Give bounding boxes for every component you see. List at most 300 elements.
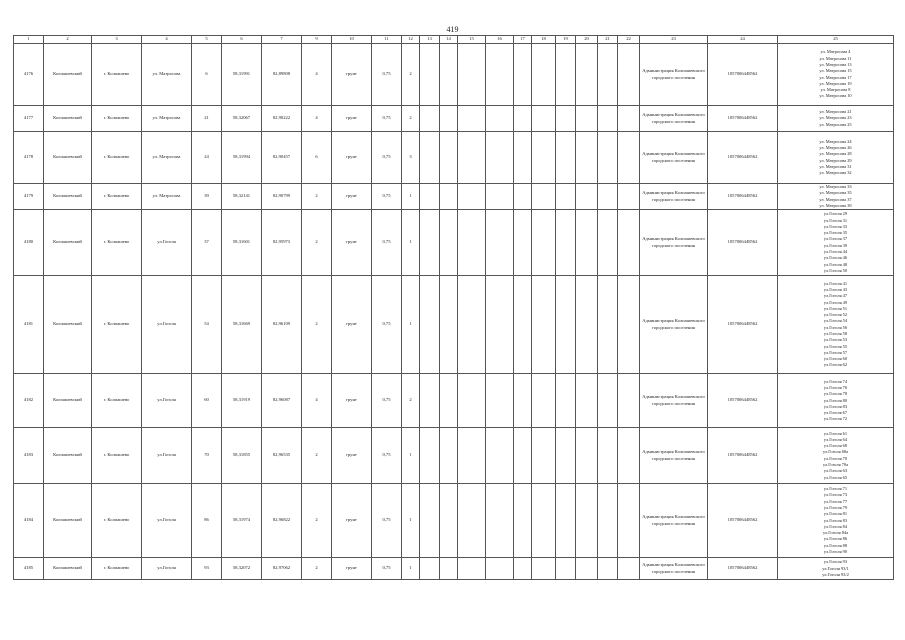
cell-empty xyxy=(576,276,598,374)
table-row xyxy=(14,276,894,374)
cell-locality: г. Колпашево xyxy=(92,428,142,484)
cell-house: 39 xyxy=(192,184,222,210)
cell-empty xyxy=(440,374,458,428)
address-line: ул.Гоголя 47 xyxy=(823,293,848,299)
cell-house: 93 xyxy=(192,558,222,580)
cell-empty xyxy=(576,44,598,106)
cell-empty xyxy=(618,558,640,580)
column-number-header: 20 xyxy=(576,36,598,44)
cell-empty xyxy=(420,44,440,106)
address-line: ул.Гоголя 61 xyxy=(823,430,848,436)
cell-empty xyxy=(556,106,576,132)
column-number-header: 11 xyxy=(372,36,402,44)
address-line: ул.Гоголя 67 xyxy=(823,410,848,416)
cell-street: ул.Гоголя xyxy=(142,428,192,484)
cell-count: 4 xyxy=(302,374,332,428)
address-line: ул. Матросова 19 xyxy=(819,80,852,86)
cell-ogrn: 1057006448562 xyxy=(708,428,778,484)
table-row xyxy=(14,484,894,558)
cell-empty xyxy=(440,558,458,580)
cell-empty xyxy=(486,132,514,184)
cell-empty xyxy=(576,374,598,428)
cell-empty xyxy=(598,374,618,428)
cell-house: 60 xyxy=(192,374,222,428)
cell-owner: Администрация Колпашевского городского поселения xyxy=(640,428,708,484)
cell-empty xyxy=(458,484,486,558)
cell-empty xyxy=(440,428,458,484)
cell-empty xyxy=(514,428,532,484)
address-line: ул.Гоголя 46 xyxy=(823,255,848,261)
cell-count: 6 xyxy=(302,132,332,184)
column-number-header: 7 xyxy=(262,36,302,44)
cell-ogrn: 1057006448562 xyxy=(708,484,778,558)
cell-owner: Администрация Колпашевского городского поселения xyxy=(640,484,708,558)
cell-house: 24 xyxy=(192,132,222,184)
cell-empty xyxy=(618,428,640,484)
address-line: ул.Гоголя 84 xyxy=(823,523,848,529)
address-line: ул.Гоголя 78 xyxy=(823,391,848,397)
cell-count: 2 xyxy=(302,484,332,558)
cell-empty xyxy=(618,44,640,106)
cell-district: Колпашевский xyxy=(44,276,92,374)
cell-surface: грунт xyxy=(332,484,372,558)
cell-empty xyxy=(532,484,556,558)
cell-count: 4 xyxy=(302,44,332,106)
cell-volume: 0,75 xyxy=(372,132,402,184)
cell-served-addresses xyxy=(778,106,894,132)
cell-surface: грунт xyxy=(332,558,372,580)
cell-served-addresses xyxy=(778,484,894,558)
cell-street: ул.Гоголя xyxy=(142,558,192,580)
cell-volume: 0,75 xyxy=(372,484,402,558)
column-number-header: 24 xyxy=(708,36,778,44)
cell-owner: Администрация Колпашевского городского поселения xyxy=(640,374,708,428)
cell-empty xyxy=(514,106,532,132)
cell-surface: грунт xyxy=(332,132,372,184)
cell-district: Колпашевский xyxy=(44,106,92,132)
cell-surface: грунт xyxy=(332,44,372,106)
address-line: ул.Гоголя 64 xyxy=(823,436,848,442)
cell-volume: 0,75 xyxy=(372,558,402,580)
cell-empty xyxy=(420,106,440,132)
cell-volume: 0,75 xyxy=(372,210,402,276)
cell-empty xyxy=(486,374,514,428)
cell-volume: 0,75 xyxy=(372,374,402,428)
address-line: ул. Матросова 11 xyxy=(819,55,852,61)
cell-lon: 82,90457 xyxy=(262,132,302,184)
cell-house: 21 xyxy=(192,106,222,132)
cell-district: Колпашевский xyxy=(44,484,92,558)
column-number-header: 10 xyxy=(332,36,372,44)
column-number-header: 4 xyxy=(142,36,192,44)
cell-empty xyxy=(598,276,618,374)
address-line: ул.Гоголя 80 xyxy=(823,397,848,403)
cell-containers: 1 xyxy=(402,184,420,210)
cell-house: 86 xyxy=(192,484,222,558)
column-number-header: 14 xyxy=(440,36,458,44)
cell-lon: 82,95973 xyxy=(262,210,302,276)
cell-empty xyxy=(618,374,640,428)
cell-lon: 82,97062 xyxy=(262,558,302,580)
cell-id: 4182 xyxy=(14,374,44,428)
cell-ogrn: 1057006448562 xyxy=(708,44,778,106)
cell-empty xyxy=(440,276,458,374)
cell-served-addresses xyxy=(778,558,894,580)
cell-containers: 1 xyxy=(402,558,420,580)
cell-empty xyxy=(514,210,532,276)
cell-empty xyxy=(458,428,486,484)
cell-empty xyxy=(514,184,532,210)
cell-empty xyxy=(618,276,640,374)
cell-empty xyxy=(556,558,576,580)
address-line: ул.Гоголя 93/2 xyxy=(822,571,849,577)
cell-empty xyxy=(514,132,532,184)
address-line: ул.Гоголя 29 xyxy=(823,211,848,217)
cell-empty xyxy=(598,132,618,184)
address-line: ул.Гоголя 43 xyxy=(823,286,848,292)
address-line: ул.Гоголя 62 xyxy=(823,362,848,368)
cell-empty xyxy=(458,276,486,374)
cell-lat: 58,31855 xyxy=(222,428,262,484)
column-number-header: 16 xyxy=(486,36,514,44)
cell-house: 37 xyxy=(192,210,222,276)
cell-lat: 58,32072 xyxy=(222,558,262,580)
cell-owner: Администрация Колпашевского городского поселения xyxy=(640,132,708,184)
cell-empty xyxy=(514,44,532,106)
address-line: ул.Гоголя 44 xyxy=(823,248,848,254)
table-body xyxy=(14,44,894,580)
address-line: ул.Гоголя 88 xyxy=(823,542,848,548)
cell-empty xyxy=(420,210,440,276)
cell-volume: 0,75 xyxy=(372,106,402,132)
address-line: ул.Гоголя 57 xyxy=(823,349,848,355)
cell-empty xyxy=(440,184,458,210)
cell-lat: 58,32141 xyxy=(222,184,262,210)
cell-street: ул.Гоголя xyxy=(142,484,192,558)
address-line: ул.Гоголя 83 xyxy=(823,403,848,409)
cell-street: ул. Матросова xyxy=(142,44,192,106)
cell-empty xyxy=(532,276,556,374)
cell-empty xyxy=(618,484,640,558)
cell-surface: грунт xyxy=(332,106,372,132)
table-row xyxy=(14,558,894,580)
cell-owner: Администрация Колпашевского городского поселения xyxy=(640,44,708,106)
cell-volume: 0,75 xyxy=(372,184,402,210)
cell-volume: 0,75 xyxy=(372,276,402,374)
cell-empty xyxy=(532,184,556,210)
cell-id: 4184 xyxy=(14,484,44,558)
cell-empty xyxy=(532,558,556,580)
cell-containers: 2 xyxy=(402,44,420,106)
address-line: ул. Матросова 28 xyxy=(819,151,852,157)
address-line: ул.Гоголя 52 xyxy=(823,312,848,318)
cell-ogrn: 1057006448562 xyxy=(708,132,778,184)
address-line: ул. Матросова 33 xyxy=(819,184,852,189)
address-line: ул.Гоголя 35 xyxy=(823,230,848,236)
cell-empty xyxy=(440,44,458,106)
address-line: ул.Гоголя 70а xyxy=(822,461,849,467)
cell-locality: г. Колпашево xyxy=(92,276,142,374)
address-line: ул.Гоголя 93 xyxy=(823,559,848,565)
table-row xyxy=(14,132,894,184)
column-number-header: 12 xyxy=(402,36,420,44)
column-number-header: 25 xyxy=(778,36,894,44)
address-line: ул. Матросова 17 xyxy=(819,74,852,80)
cell-empty xyxy=(458,374,486,428)
cell-house: 54 xyxy=(192,276,222,374)
address-line: ул. Матросова 35 xyxy=(819,190,852,196)
cell-locality: г. Колпашево xyxy=(92,374,142,428)
address-line: ул. Матросова 32 xyxy=(819,170,852,176)
cell-empty xyxy=(532,210,556,276)
cell-district: Колпашевский xyxy=(44,428,92,484)
cell-empty xyxy=(618,132,640,184)
address-line: ул.Гоголя 84а xyxy=(822,530,849,536)
address-line: ул.Гоголя 54 xyxy=(823,318,848,324)
cell-empty xyxy=(420,558,440,580)
cell-volume: 0,75 xyxy=(372,44,402,106)
cell-empty xyxy=(486,210,514,276)
address-line: ул.Гоголя 37 xyxy=(823,236,848,242)
cell-district: Колпашевский xyxy=(44,558,92,580)
cell-locality: г. Колпашево xyxy=(92,132,142,184)
address-line: ул.Гоголя 73 xyxy=(823,492,848,498)
cell-id: 4185 xyxy=(14,558,44,580)
cell-locality: г. Колпашево xyxy=(92,210,142,276)
cell-empty xyxy=(486,428,514,484)
cell-empty xyxy=(556,184,576,210)
cell-house: 70 xyxy=(192,428,222,484)
cell-id: 4177 xyxy=(14,106,44,132)
address-line: ул.Гоголя 51 xyxy=(823,305,848,311)
cell-id: 4178 xyxy=(14,132,44,184)
cell-volume: 0,75 xyxy=(372,428,402,484)
address-line: ул.Гоголя 31 xyxy=(823,217,848,223)
cell-empty xyxy=(598,184,618,210)
cell-empty xyxy=(576,558,598,580)
address-line: ул.Гоголя 76 xyxy=(823,384,848,390)
cell-served-addresses xyxy=(778,184,894,210)
cell-empty xyxy=(486,276,514,374)
cell-empty xyxy=(440,210,458,276)
cell-empty xyxy=(556,210,576,276)
address-line: ул.Гоголя 68 xyxy=(823,443,848,449)
cell-lon: 82,96822 xyxy=(262,484,302,558)
cell-surface: грунт xyxy=(332,374,372,428)
address-line: ул.Гоголя 53 xyxy=(823,337,848,343)
address-line: ул.Гоголя 56 xyxy=(823,324,848,330)
cell-district: Колпашевский xyxy=(44,44,92,106)
table-row xyxy=(14,428,894,484)
cell-empty xyxy=(532,44,556,106)
cell-owner: Администрация Колпашевского городского поселения xyxy=(640,184,708,210)
cell-empty xyxy=(532,428,556,484)
cell-empty xyxy=(532,374,556,428)
cell-district: Колпашевский xyxy=(44,132,92,184)
address-line: ул.Гоголя 83 xyxy=(823,517,848,523)
cell-owner: Администрация Колпашевского городского поселения xyxy=(640,106,708,132)
address-line: ул.Гоголя 79 xyxy=(823,504,848,510)
cell-count: 2 xyxy=(302,428,332,484)
address-line: ул.Гоголя 48 xyxy=(823,261,848,267)
cell-served-addresses xyxy=(778,132,894,184)
cell-empty xyxy=(598,484,618,558)
cell-id: 4181 xyxy=(14,276,44,374)
cell-surface: грунт xyxy=(332,184,372,210)
cell-lon: 82,89808 xyxy=(262,44,302,106)
address-line: ул. Матросова 21 xyxy=(819,109,852,115)
cell-empty xyxy=(420,374,440,428)
address-line: ул.Гоголя 39 xyxy=(823,242,848,248)
cell-empty xyxy=(618,184,640,210)
cell-surface: грунт xyxy=(332,428,372,484)
column-number-header: 3 xyxy=(92,36,142,44)
cell-empty xyxy=(440,484,458,558)
cell-empty xyxy=(486,558,514,580)
cell-empty xyxy=(514,374,532,428)
registry-table xyxy=(13,35,894,580)
cell-surface: грунт xyxy=(332,276,372,374)
address-line: ул. Матросова 25 xyxy=(819,121,852,127)
column-number-header: 5 xyxy=(192,36,222,44)
cell-containers: 2 xyxy=(402,106,420,132)
cell-locality: г. Колпашево xyxy=(92,558,142,580)
cell-locality: г. Колпашево xyxy=(92,44,142,106)
cell-lat: 58,31991 xyxy=(222,44,262,106)
cell-empty xyxy=(556,374,576,428)
cell-empty xyxy=(420,428,440,484)
cell-ogrn: 1057006448562 xyxy=(708,374,778,428)
column-number-header: 17 xyxy=(514,36,532,44)
cell-district: Колпашевский xyxy=(44,374,92,428)
cell-empty xyxy=(556,428,576,484)
cell-district: Колпашевский xyxy=(44,210,92,276)
cell-empty xyxy=(514,484,532,558)
cell-containers: 2 xyxy=(402,374,420,428)
cell-count: 2 xyxy=(302,558,332,580)
cell-lat: 58,31669 xyxy=(222,276,262,374)
cell-empty xyxy=(532,106,556,132)
address-line: ул. Матросова 31 xyxy=(819,163,852,169)
address-line: ул.Гоголя 86 xyxy=(823,536,848,542)
table-row xyxy=(14,210,894,276)
cell-lon: 82,96535 xyxy=(262,428,302,484)
cell-empty xyxy=(598,44,618,106)
cell-street: ул.Гоголя xyxy=(142,210,192,276)
address-line: ул.Гоголя 49 xyxy=(823,299,848,305)
cell-lat: 58,31601 xyxy=(222,210,262,276)
column-number-header: 18 xyxy=(532,36,556,44)
cell-id: 4180 xyxy=(14,210,44,276)
cell-served-addresses xyxy=(778,44,894,106)
cell-containers: 1 xyxy=(402,484,420,558)
cell-empty xyxy=(486,484,514,558)
cell-district: Колпашевский xyxy=(44,184,92,210)
cell-empty xyxy=(486,44,514,106)
address-line: ул.Гоголя 74 xyxy=(823,378,848,384)
cell-street: ул.Гоголя xyxy=(142,374,192,428)
cell-containers: 1 xyxy=(402,428,420,484)
address-line: ул.Гоголя 71 xyxy=(823,486,848,492)
cell-empty xyxy=(420,184,440,210)
address-line: ул.Гоголя 90 xyxy=(823,549,848,555)
cell-empty xyxy=(458,132,486,184)
address-line: ул. Матросова 10 xyxy=(819,93,852,99)
column-number-header: 6 xyxy=(222,36,262,44)
cell-empty xyxy=(458,558,486,580)
cell-street: ул. Матросова xyxy=(142,106,192,132)
cell-empty xyxy=(440,106,458,132)
cell-empty xyxy=(598,428,618,484)
address-line: ул.Гоголя 50 xyxy=(823,267,848,273)
cell-containers: 3 xyxy=(402,132,420,184)
column-number-header: 1 xyxy=(14,36,44,44)
cell-empty xyxy=(420,132,440,184)
cell-empty xyxy=(598,558,618,580)
address-line: ул.Гоголя 68а xyxy=(822,449,849,455)
table-row xyxy=(14,374,894,428)
cell-empty xyxy=(556,132,576,184)
cell-ogrn: 1057006448562 xyxy=(708,106,778,132)
cell-empty xyxy=(598,210,618,276)
cell-empty xyxy=(440,132,458,184)
cell-empty xyxy=(458,184,486,210)
cell-empty xyxy=(486,106,514,132)
table-row xyxy=(14,184,894,210)
cell-count: 2 xyxy=(302,276,332,374)
table-row xyxy=(14,106,894,132)
cell-empty xyxy=(576,184,598,210)
cell-empty xyxy=(576,210,598,276)
cell-locality: г. Колпашево xyxy=(92,106,142,132)
cell-empty xyxy=(556,484,576,558)
address-line: ул.Гоголя 41 xyxy=(823,280,848,286)
cell-empty xyxy=(486,184,514,210)
column-number-header: 23 xyxy=(640,36,708,44)
cell-empty xyxy=(618,210,640,276)
cell-street: ул.Гоголя xyxy=(142,276,192,374)
column-number-header: 9 xyxy=(302,36,332,44)
cell-empty xyxy=(576,484,598,558)
address-line: ул.Гоголя 55 xyxy=(823,343,848,349)
cell-empty xyxy=(576,428,598,484)
column-number-header: 2 xyxy=(44,36,92,44)
cell-ogrn: 1057006448562 xyxy=(708,276,778,374)
cell-owner: Администрация Колпашевского городского поселения xyxy=(640,210,708,276)
address-line: ул.Гоголя 77 xyxy=(823,498,848,504)
column-number-row xyxy=(14,36,894,44)
cell-lat: 58,31919 xyxy=(222,374,262,428)
cell-empty xyxy=(598,106,618,132)
address-line: ул. Матросова 39 xyxy=(819,202,852,208)
address-line: ул.Гоголя 93/1 xyxy=(822,565,849,571)
address-line: ул.Гоголя 33 xyxy=(823,223,848,229)
cell-owner: Администрация Колпашевского городского поселения xyxy=(640,558,708,580)
address-line: ул. Матросова 37 xyxy=(819,196,852,202)
cell-surface: грунт xyxy=(332,210,372,276)
address-line: ул. Матросова 29 xyxy=(819,157,852,163)
cell-empty xyxy=(458,44,486,106)
table-row xyxy=(14,44,894,106)
cell-id: 4183 xyxy=(14,428,44,484)
cell-ogrn: 1057006448562 xyxy=(708,184,778,210)
cell-count: 2 xyxy=(302,184,332,210)
cell-empty xyxy=(618,106,640,132)
cell-lon: 82,90799 xyxy=(262,184,302,210)
cell-street: ул. Матросова xyxy=(142,132,192,184)
address-line: ул.Гоголя 70 xyxy=(823,455,848,461)
cell-empty xyxy=(420,484,440,558)
